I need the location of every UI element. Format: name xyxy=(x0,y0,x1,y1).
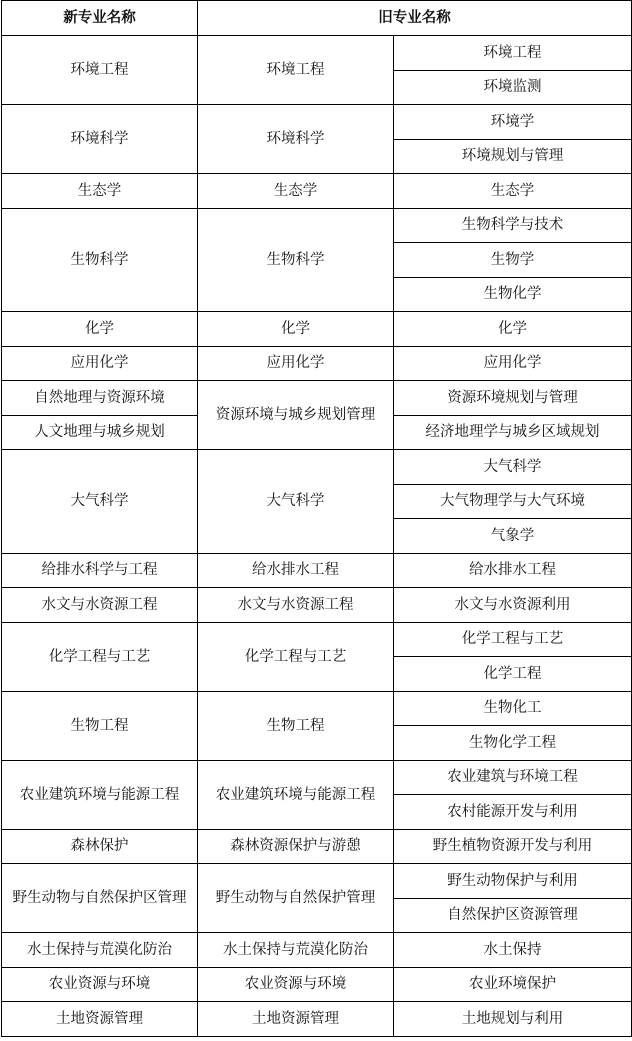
old-major-detail-cell: 生物科学与技术 xyxy=(394,208,632,243)
new-major-cell: 森林保护 xyxy=(2,829,198,864)
old-major-group-cell: 土地资源管理 xyxy=(198,1002,394,1037)
old-major-group-cell: 环境科学 xyxy=(198,105,394,174)
old-major-detail-cell: 土地规划与利用 xyxy=(394,1002,632,1037)
old-major-detail-cell: 化学工程 xyxy=(394,657,632,692)
new-major-cell: 生物工程 xyxy=(2,691,198,760)
old-major-header: 旧专业名称 xyxy=(198,1,632,36)
old-major-detail-cell: 环境监测 xyxy=(394,70,632,105)
old-major-detail-cell: 环境学 xyxy=(394,105,632,140)
new-major-cell: 水土保持与荒漠化防治 xyxy=(2,933,198,968)
old-major-group-cell: 大气科学 xyxy=(198,450,394,554)
old-major-group-cell: 化学工程与工艺 xyxy=(198,622,394,691)
table-row xyxy=(2,105,632,140)
table-row xyxy=(2,450,632,485)
new-major-cell: 农业建筑环境与能源工程 xyxy=(2,760,198,829)
table-row xyxy=(2,312,632,347)
table-row xyxy=(2,622,632,657)
old-major-group-cell: 野生动物与自然保护管理 xyxy=(198,864,394,933)
old-major-detail-cell: 化学工程与工艺 xyxy=(394,622,632,657)
old-major-group-cell: 水土保持与荒漠化防治 xyxy=(198,933,394,968)
table-row xyxy=(2,36,632,71)
old-major-detail-cell: 农业环境保护 xyxy=(394,967,632,1002)
old-major-detail-cell: 大气物理学与大气环境 xyxy=(394,484,632,519)
new-major-cell: 化学工程与工艺 xyxy=(2,622,198,691)
new-major-cell: 给排水科学与工程 xyxy=(2,553,198,588)
table-row xyxy=(2,553,632,588)
old-major-detail-cell: 生态学 xyxy=(394,174,632,209)
major-mapping-table xyxy=(1,0,632,1037)
old-major-detail-cell: 环境规划与管理 xyxy=(394,139,632,174)
new-major-cell: 应用化学 xyxy=(2,346,198,381)
old-major-detail-cell: 野生动物保护与利用 xyxy=(394,864,632,899)
old-major-group-cell: 环境工程 xyxy=(198,36,394,105)
table-row xyxy=(2,967,632,1002)
new-major-cell: 生物科学 xyxy=(2,208,198,312)
old-major-group-cell: 农业资源与环境 xyxy=(198,967,394,1002)
new-major-header: 新专业名称 xyxy=(2,1,198,36)
new-major-cell: 人文地理与城乡规划 xyxy=(2,415,198,450)
old-major-group-cell: 生态学 xyxy=(198,174,394,209)
old-major-group-cell: 资源环境与城乡规划管理 xyxy=(198,381,394,450)
old-major-detail-cell: 农业建筑与环境工程 xyxy=(394,760,632,795)
old-major-detail-cell: 自然保护区资源管理 xyxy=(394,898,632,933)
table-row xyxy=(2,691,632,726)
old-major-group-cell: 生物科学 xyxy=(198,208,394,312)
old-major-detail-cell: 农村能源开发与利用 xyxy=(394,795,632,830)
new-major-cell: 环境工程 xyxy=(2,36,198,105)
old-major-group-cell: 给水排水工程 xyxy=(198,553,394,588)
old-major-detail-cell: 水土保持 xyxy=(394,933,632,968)
new-major-cell: 农业资源与环境 xyxy=(2,967,198,1002)
old-major-detail-cell: 野生植物资源开发与利用 xyxy=(394,829,632,864)
old-major-detail-cell: 应用化学 xyxy=(394,346,632,381)
table-row xyxy=(2,588,632,623)
old-major-detail-cell: 资源环境规划与管理 xyxy=(394,381,632,416)
old-major-detail-cell: 化学 xyxy=(394,312,632,347)
table-row xyxy=(2,174,632,209)
new-major-cell: 大气科学 xyxy=(2,450,198,554)
table-row xyxy=(2,381,632,416)
new-major-cell: 土地资源管理 xyxy=(2,1002,198,1037)
new-major-cell: 化学 xyxy=(2,312,198,347)
old-major-detail-cell: 环境工程 xyxy=(394,36,632,71)
old-major-group-cell: 森林资源保护与游憩 xyxy=(198,829,394,864)
old-major-detail-cell: 水文与水资源利用 xyxy=(394,588,632,623)
old-major-detail-cell: 经济地理学与城乡区域规划 xyxy=(394,415,632,450)
table-row xyxy=(2,760,632,795)
old-major-group-cell: 生物工程 xyxy=(198,691,394,760)
table-row xyxy=(2,208,632,243)
old-major-group-cell: 农业建筑环境与能源工程 xyxy=(198,760,394,829)
table-row xyxy=(2,1002,632,1037)
old-major-detail-cell: 气象学 xyxy=(394,519,632,554)
new-major-cell: 环境科学 xyxy=(2,105,198,174)
table-row xyxy=(2,346,632,381)
new-major-cell: 水文与水资源工程 xyxy=(2,588,198,623)
table-body xyxy=(2,36,632,1037)
table-row xyxy=(2,933,632,968)
old-major-detail-cell: 生物化学 xyxy=(394,277,632,312)
header-row xyxy=(2,1,632,36)
old-major-detail-cell: 给水排水工程 xyxy=(394,553,632,588)
old-major-detail-cell: 大气科学 xyxy=(394,450,632,485)
old-major-group-cell: 化学 xyxy=(198,312,394,347)
new-major-cell: 自然地理与资源环境 xyxy=(2,381,198,416)
old-major-detail-cell: 生物化工 xyxy=(394,691,632,726)
old-major-detail-cell: 生物学 xyxy=(394,243,632,278)
table-row xyxy=(2,829,632,864)
new-major-cell: 野生动物与自然保护区管理 xyxy=(2,864,198,933)
old-major-group-cell: 水文与水资源工程 xyxy=(198,588,394,623)
new-major-cell: 生态学 xyxy=(2,174,198,209)
old-major-group-cell: 应用化学 xyxy=(198,346,394,381)
old-major-detail-cell: 生物化学工程 xyxy=(394,726,632,761)
table-row xyxy=(2,864,632,899)
